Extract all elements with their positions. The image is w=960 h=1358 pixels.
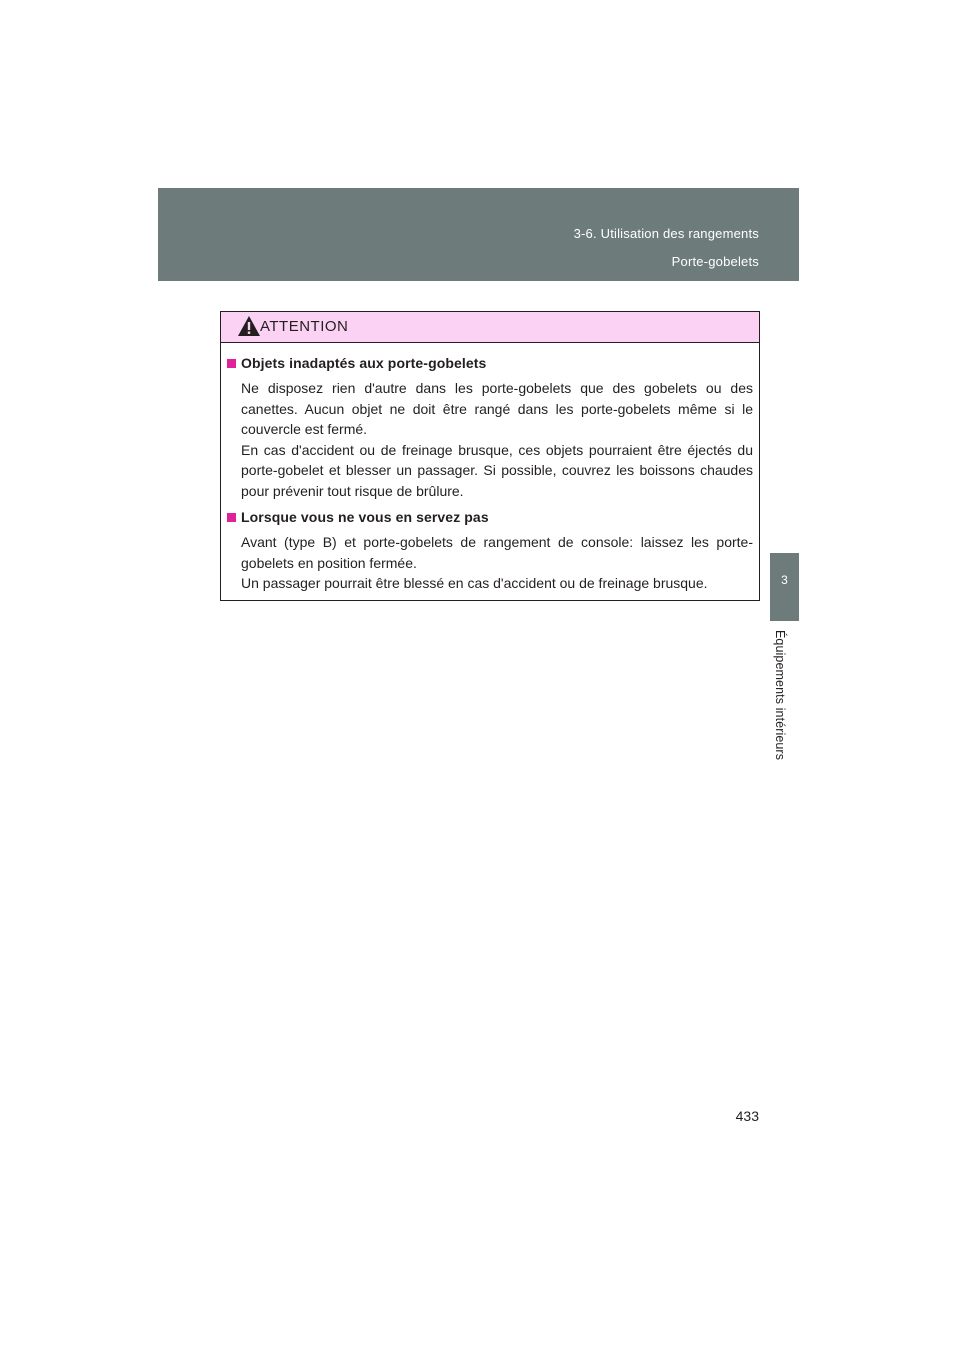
- warning-item-heading: [227, 507, 753, 527]
- subsection-title: Porte-gobelets: [671, 254, 759, 269]
- paragraph: Un passager pourrait être blessé en cas d'accident ou de freinage brusque.: [241, 575, 708, 591]
- warning-triangle-icon: [237, 315, 261, 337]
- chapter-number: 3: [781, 573, 788, 587]
- page-number: 433: [735, 1108, 759, 1124]
- section-title: 3-6. Utilisation des rangements: [573, 226, 759, 241]
- warning-item: [227, 353, 753, 501]
- chapter-label: Équipements intérieurs: [773, 630, 787, 761]
- warning-item-text: [241, 378, 753, 501]
- warning-item-heading-text: Objets inadaptés aux porte-gobelets: [241, 355, 487, 371]
- warning-title: ATTENTION: [260, 318, 349, 335]
- paragraph: Ne disposez rien d'autre dans les porte-gobelets que des gobelets ou des canettes. Aucun objet ne doit être rangé dans les porte-gobelets même si le couvercle est fermé.: [241, 380, 753, 437]
- warning-box: [220, 311, 760, 601]
- header-band: [158, 188, 799, 281]
- chapter-tab: [770, 553, 799, 621]
- warning-item-heading: [227, 353, 753, 373]
- warning-body: [221, 343, 759, 594]
- square-bullet-icon: [227, 359, 236, 368]
- warning-header: [221, 312, 759, 343]
- warning-item: [227, 507, 753, 594]
- paragraph: Avant (type B) et porte-gobelets de rangement de console: laissez les porte-gobelets en position fermée.: [241, 534, 753, 571]
- warning-item-text: [241, 532, 753, 594]
- warning-item-heading-text: Lorsque vous ne vous en servez pas: [241, 509, 489, 525]
- square-bullet-icon: [227, 513, 236, 522]
- paragraph: En cas d'accident ou de freinage brusque, ces objets pourraient être éjectés du porte-gobelet et blesser un passager. Si possible, couvrez les boissons chaudes pour prévenir tout risque de brûlure.: [241, 441, 753, 499]
